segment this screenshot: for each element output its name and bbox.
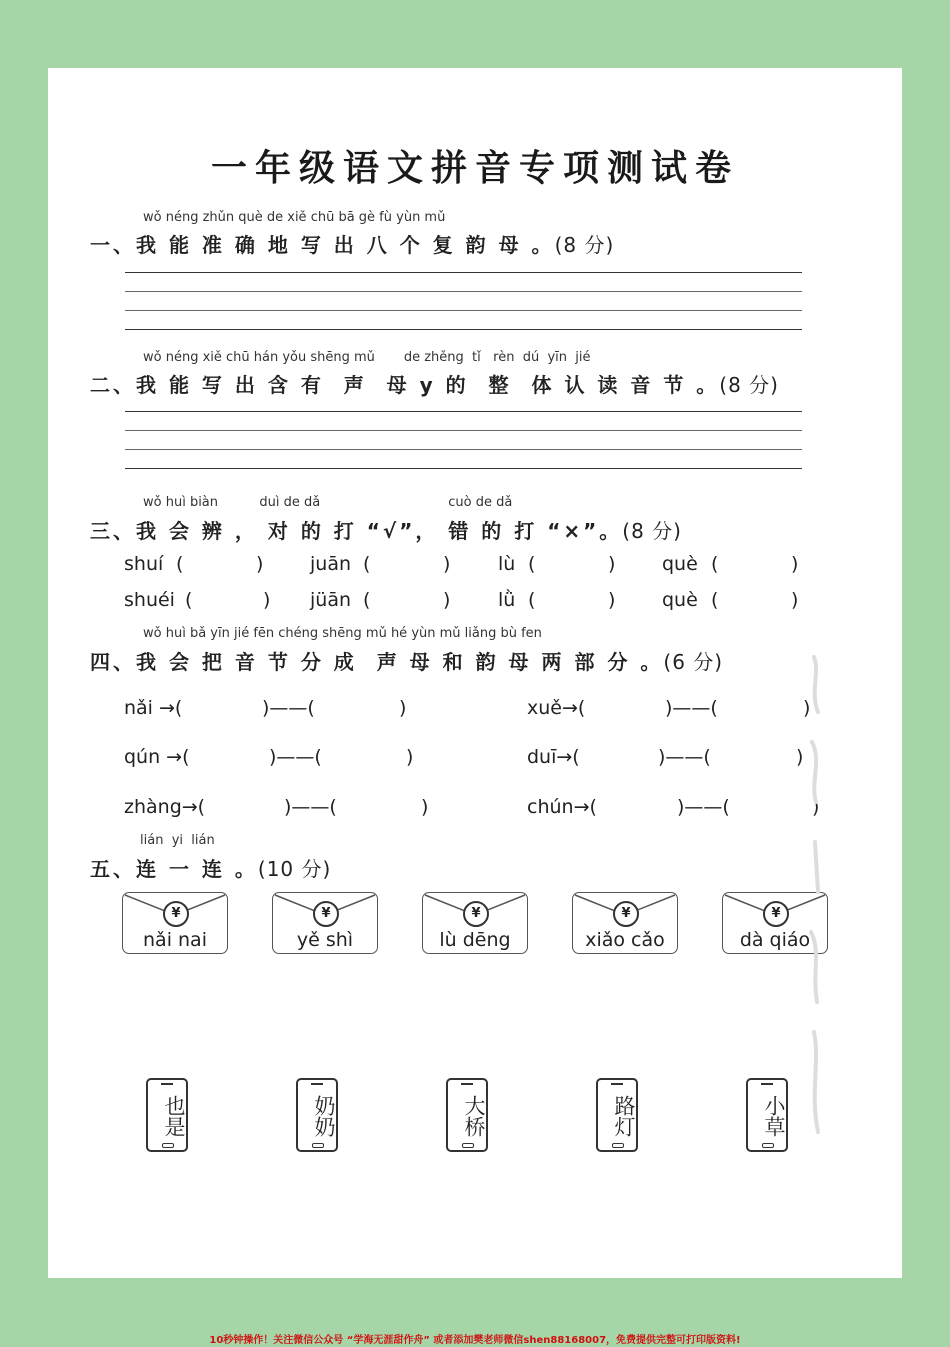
- q3-answer-box[interactable]: ): [443, 553, 451, 575]
- q5-pinyin: lián yi lián: [140, 833, 215, 848]
- phone-characters: 大桥: [462, 1095, 486, 1137]
- envelope-label: dà qiáo: [739, 929, 811, 951]
- yuan-coin-icon: ¥: [463, 901, 489, 927]
- q4-item: zhàng→(: [124, 796, 206, 818]
- q1-writing-line-4[interactable]: [125, 329, 802, 330]
- q3-heading: [90, 515, 682, 544]
- q1-label: 一、我 能 准 确 地 写 出 八 个 复 韵 母 。: [90, 233, 555, 257]
- q4-close[interactable]: ): [399, 697, 407, 719]
- q3-answer-box[interactable]: ): [608, 589, 616, 611]
- q3-paren-open: (: [176, 553, 184, 575]
- q2-writing-line-2[interactable]: [125, 430, 802, 431]
- q3-paren-open: (: [363, 589, 371, 611]
- q1-writing-line-3[interactable]: [125, 310, 802, 311]
- yuan-coin-icon: ¥: [163, 901, 189, 927]
- phone-characters: 路灯: [612, 1095, 636, 1137]
- q4-close[interactable]: ): [421, 796, 429, 818]
- phone-card[interactable]: [296, 1078, 338, 1152]
- phone-home-button-icon: [162, 1143, 174, 1148]
- q1-heading: [90, 229, 614, 258]
- q4-dash[interactable]: )——(: [269, 746, 322, 768]
- q3-item: shuí: [124, 553, 164, 575]
- q4-label: 四、我 会 把 音 节 分 成 声 母 和 韵 母 两 部 分 。: [90, 650, 664, 674]
- q3-answer-box[interactable]: ): [608, 553, 616, 575]
- phone-characters: 小草: [762, 1095, 786, 1137]
- q4-item: nǎi →(: [124, 697, 183, 719]
- envelope-card[interactable]: [272, 892, 378, 954]
- q4-dash[interactable]: )——(: [665, 697, 718, 719]
- q2-label: 二、我 能 写 出 含 有 声 母 y 的 整 体 认 读 音 节 。: [90, 373, 720, 397]
- q2-writing-line-3[interactable]: [125, 449, 802, 450]
- q4-close[interactable]: ): [406, 746, 414, 768]
- q3-answer-box[interactable]: ): [256, 553, 264, 575]
- q5-score: (10 分): [257, 857, 332, 881]
- q4-item: duī→(: [527, 746, 580, 768]
- q3-answer-box[interactable]: ): [791, 589, 799, 611]
- q3-pinyin: wǒ huì biàn duì de dǎ cuò de dǎ: [143, 495, 513, 510]
- q1-pinyin: wǒ néng zhǔn què de xiě chū bā gè fù yùn mǔ: [143, 210, 446, 225]
- q4-score: (6 分): [663, 650, 724, 674]
- phone-speaker-icon: [461, 1083, 473, 1085]
- q4-item: qún →(: [124, 746, 190, 768]
- q3-item: shuéi: [124, 589, 175, 611]
- q4-close[interactable]: ): [796, 746, 804, 768]
- q3-item: què: [662, 589, 698, 611]
- q3-item: què: [662, 553, 698, 575]
- phone-speaker-icon: [611, 1083, 623, 1085]
- page-title: 一年级语文拼音专项测试卷: [210, 147, 739, 189]
- envelope-card[interactable]: [122, 892, 228, 954]
- envelope-card[interactable]: [422, 892, 528, 954]
- q4-item: chún→(: [527, 796, 597, 818]
- q3-paren-open: (: [711, 589, 719, 611]
- phone-home-button-icon: [312, 1143, 324, 1148]
- q3-answer-box[interactable]: ): [443, 589, 451, 611]
- q3-item: jüān: [310, 589, 352, 611]
- phone-speaker-icon: [311, 1083, 323, 1085]
- q3-answer-box[interactable]: ): [263, 589, 271, 611]
- phone-characters: 也是: [162, 1095, 186, 1137]
- q3-answer-box[interactable]: ): [791, 553, 799, 575]
- yuan-coin-icon: ¥: [313, 901, 339, 927]
- q5-heading: [90, 853, 331, 882]
- q3-item: lǜ: [498, 589, 516, 611]
- q3-paren-open: (: [185, 589, 193, 611]
- phone-home-button-icon: [612, 1143, 624, 1148]
- phone-home-button-icon: [762, 1143, 774, 1148]
- phone-characters: 奶奶: [312, 1095, 336, 1137]
- q3-item: juān: [310, 553, 352, 575]
- phone-card[interactable]: [446, 1078, 488, 1152]
- q2-writing-line-4[interactable]: [125, 468, 802, 469]
- q4-dash[interactable]: )——(: [677, 796, 730, 818]
- q4-close[interactable]: ): [803, 697, 811, 719]
- q3-paren-open: (: [528, 589, 536, 611]
- yuan-coin-icon: ¥: [613, 901, 639, 927]
- q3-label: 三、我 会 辨 ， 对 的 打 “√”， 错 的 打 “×”。: [90, 519, 623, 543]
- q3-paren-open: (: [528, 553, 536, 575]
- phone-speaker-icon: [161, 1083, 173, 1085]
- q1-writing-line-2[interactable]: [125, 291, 802, 292]
- q2-heading: [90, 369, 779, 398]
- envelope-card[interactable]: [572, 892, 678, 954]
- q3-paren-open: (: [711, 553, 719, 575]
- q5-label: 五、连 一 连 。: [90, 857, 258, 881]
- q4-dash[interactable]: )——(: [658, 746, 711, 768]
- q4-dash[interactable]: )——(: [284, 796, 337, 818]
- phone-card[interactable]: [146, 1078, 188, 1152]
- q2-score: (8 分): [719, 373, 779, 397]
- q4-dash[interactable]: )——(: [262, 697, 315, 719]
- envelope-label: xiǎo cǎo: [585, 929, 665, 951]
- q3-item: lù: [498, 553, 516, 575]
- q4-heading: [90, 646, 723, 675]
- phone-home-button-icon: [462, 1143, 474, 1148]
- envelope-label: nǎi nai: [143, 929, 207, 951]
- phone-card[interactable]: [596, 1078, 638, 1152]
- q2-pinyin: wǒ néng xiě chū hán yǒu shēng mǔ de zhěng tǐ rèn dú yīn jié: [143, 350, 591, 365]
- margin-scribble-icon: [806, 652, 828, 1152]
- yuan-coin-icon: ¥: [763, 901, 789, 927]
- q4-pinyin: wǒ huì bǎ yīn jié fēn chéng shēng mǔ hé yùn mǔ liǎng bù fen: [143, 626, 542, 641]
- q3-paren-open: (: [363, 553, 371, 575]
- q4-close[interactable]: ): [812, 796, 820, 818]
- q1-writing-line-1[interactable]: [125, 272, 802, 273]
- q4-item: xuě→(: [527, 697, 586, 719]
- envelope-label: yě shì: [296, 929, 354, 951]
- q1-score: (8 分): [554, 233, 615, 257]
- phone-speaker-icon: [761, 1083, 773, 1085]
- q2-writing-line-1[interactable]: [125, 411, 802, 412]
- envelope-label: lù dēng: [439, 929, 511, 951]
- footer-note: 10秒钟操作！关注微信公众号 “学海无涯甜作舟” 或者添加樊老师微信shen88168007，免费提供完整可打印版资料!: [209, 1335, 741, 1346]
- q3-score: (8 分): [622, 519, 682, 543]
- phone-card[interactable]: [746, 1078, 788, 1152]
